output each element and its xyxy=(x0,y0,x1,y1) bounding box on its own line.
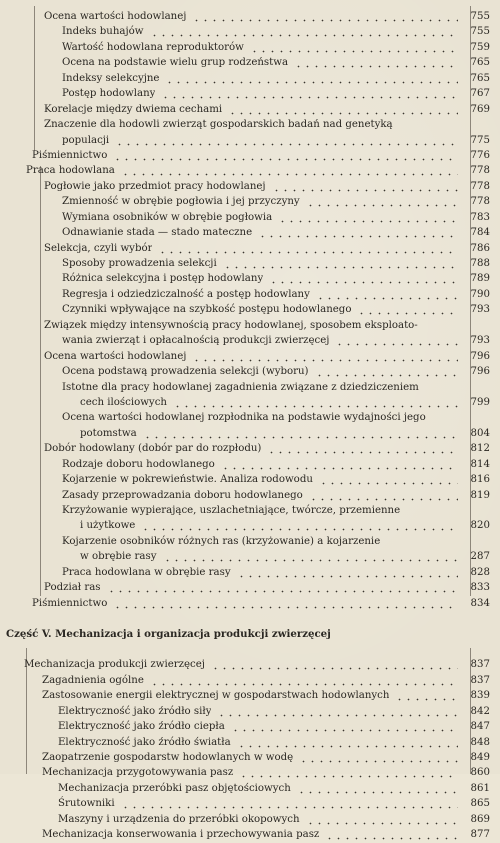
toc-entry-title: Mechanizacja przygotowywania pasz xyxy=(42,767,234,779)
toc-entry-title: Mechanizacja konserwowania i przechowywania pasz xyxy=(42,829,320,841)
page-number: 788 xyxy=(470,258,490,269)
toc-entry xyxy=(0,441,500,456)
toc-entry xyxy=(0,611,500,626)
page-number: 778 xyxy=(470,165,490,177)
toc-entry xyxy=(0,271,500,286)
page-number: 816 xyxy=(470,474,490,486)
page-number: 819 xyxy=(470,489,490,501)
toc-entry-title: Elektryczność jako źródło światła xyxy=(58,736,231,748)
toc-entry-title: Pogłowie jako przedmiot pracy hodowlanej xyxy=(44,180,266,192)
page-number: 796 xyxy=(470,366,490,378)
page-number: 789 xyxy=(470,273,490,285)
leader-dots xyxy=(315,364,458,379)
leader-dots xyxy=(113,596,458,611)
leader-dots xyxy=(228,102,458,117)
page-number: 755 xyxy=(470,26,490,38)
toc-entry xyxy=(0,55,500,70)
toc-entry xyxy=(0,24,500,39)
leader-dots xyxy=(309,488,458,503)
leader-dots xyxy=(306,194,458,209)
toc-entry xyxy=(0,40,500,55)
leader-dots xyxy=(173,395,458,410)
leader-dots xyxy=(316,287,458,302)
leader-dots xyxy=(158,241,458,256)
toc-entry-title: Praca hodowlana xyxy=(26,165,115,177)
leader-dots xyxy=(294,55,458,70)
leader-dots xyxy=(121,163,458,178)
leader-dots xyxy=(335,333,458,348)
page-number: 775 xyxy=(470,134,490,146)
page-number: 860 xyxy=(470,767,490,779)
page-number: 793 xyxy=(470,335,490,347)
toc-entry-title: Czynniki wpływające na szybkość postępu hodowlanego xyxy=(62,304,352,316)
toc-entry-title: Podział ras xyxy=(44,582,101,594)
toc-entry-title: Mechanizacja przeróbki pasz objętościowych xyxy=(58,782,291,794)
toc-entry xyxy=(0,380,500,395)
toc-entry-title: Korelacje między dwiema cechami xyxy=(44,103,223,115)
leader-dots xyxy=(299,750,458,765)
toc-entry xyxy=(0,719,500,734)
toc-entry xyxy=(0,71,500,86)
toc-entry xyxy=(0,426,500,441)
page-number: 778 xyxy=(470,180,490,192)
toc-entry-title: Kojarzenie w pokrewieństwie. Analiza rodowodu xyxy=(62,474,313,486)
leader-dots xyxy=(239,765,458,780)
toc-entry-title: Zasady przeprowadzania doboru hodowlanego xyxy=(62,489,303,501)
leader-dots xyxy=(217,704,458,719)
toc-entry xyxy=(0,302,500,317)
toc-entry xyxy=(0,133,500,148)
page-number: 784 xyxy=(470,227,490,239)
leader-dots xyxy=(113,148,458,163)
toc-entry-title: Indeksy selekcyjne xyxy=(62,72,160,84)
leader-dots xyxy=(395,688,458,703)
toc-entry-title: potomstwa xyxy=(80,427,137,439)
toc-entry-title: Dobór hodowlany (dobór par do rozpłodu) xyxy=(44,443,262,455)
toc-entry xyxy=(0,349,500,364)
leader-dots xyxy=(250,40,458,55)
page-number: 865 xyxy=(470,798,490,810)
toc-entry-title: Rodzaje doboru hodowlanego xyxy=(62,458,215,470)
page-number: 837 xyxy=(470,659,490,671)
toc-entry xyxy=(0,241,500,256)
toc-entry xyxy=(0,364,500,379)
toc-entry xyxy=(0,750,500,765)
leader-dots xyxy=(141,518,458,533)
toc-entry xyxy=(0,148,500,163)
toc-entry xyxy=(0,102,500,117)
toc-entry-title: Istotne dla pracy hodowlanej zagadnienia związane z dziedziczeniem xyxy=(62,381,419,393)
toc-entry-title: Krzyżowanie wypierające, uszlachetniające, twórcze, przemienne xyxy=(62,505,401,516)
toc-entry-title: Ocena wartości hodowlanej rozpłodnika na podstawie wydajności jego xyxy=(62,412,426,424)
leader-dots xyxy=(237,565,458,580)
leader-dots xyxy=(221,457,458,472)
page-number: 769 xyxy=(470,103,490,115)
leader-dots xyxy=(211,657,458,672)
part-heading-text: Część V. Mechanizacja i organizacja produkcji zwierzęcej xyxy=(6,627,331,640)
page-number: 842 xyxy=(470,705,490,717)
toc-entry xyxy=(0,256,500,271)
toc-entry-title: Ocena na podstawie wielu grup rodzeństwa xyxy=(62,57,289,69)
toc-entry xyxy=(0,457,500,472)
leader-dots xyxy=(192,349,458,364)
toc-entry-title: Zastosowanie energii elektrycznej w gospodarstwach hodowlanych xyxy=(42,690,390,702)
toc-entry xyxy=(0,827,500,842)
page-number: 287 xyxy=(470,551,490,563)
toc-entry xyxy=(0,796,500,811)
page-number: 820 xyxy=(470,520,490,532)
toc-entry-title: Ocena podstawą prowadzenia selekcji (wyboru) xyxy=(62,366,309,378)
toc-entry xyxy=(0,642,500,657)
toc-entry xyxy=(0,194,500,209)
toc-entry-title: Maszyny i urządzenia do przeróbki okopowych xyxy=(58,813,300,825)
leader-dots xyxy=(121,796,458,811)
leader-dots xyxy=(165,71,458,86)
toc-entry-title: Praca hodowlana w obrębie rasy xyxy=(62,566,231,578)
toc-entry-title: Postęp hodowlany xyxy=(62,88,156,100)
page-number: 755 xyxy=(470,11,490,22)
page-number: 828 xyxy=(470,566,490,578)
toc-entry xyxy=(0,781,500,796)
toc-entry xyxy=(0,163,500,178)
leader-dots xyxy=(192,9,458,24)
toc-entry-title: Zaopatrzenie gospodarstw hodowlanych w wodę xyxy=(42,752,294,763)
toc-entry xyxy=(0,549,500,564)
page-number: 790 xyxy=(470,288,490,300)
page-number: 869 xyxy=(470,813,490,825)
toc-entry-title: Ocena wartości hodowlanej xyxy=(44,350,187,362)
toc-entry xyxy=(0,9,500,24)
page-number: 793 xyxy=(470,304,490,316)
toc-entry-title: Wymiana osobników w obrębie pogłowia xyxy=(62,211,273,223)
toc-entry-title: Wartość hodowlana reproduktorów xyxy=(62,41,244,53)
toc-entry xyxy=(0,765,500,780)
toc-entry xyxy=(0,179,500,194)
toc-entry xyxy=(0,580,500,595)
leader-dots xyxy=(150,673,458,688)
leader-dots xyxy=(231,719,458,734)
leader-dots xyxy=(161,86,458,101)
toc-entry-title: Śrutowniki xyxy=(58,798,115,810)
toc-entry xyxy=(0,225,500,240)
toc-entry-title: Mechanizacja produkcji zwierzęcej xyxy=(24,659,205,671)
leader-dots xyxy=(107,580,458,595)
toc-entry xyxy=(0,812,500,827)
leader-dots xyxy=(223,256,458,271)
page-number: 796 xyxy=(470,350,490,362)
toc-entry-title: Elektryczność jako źródło siły xyxy=(58,705,212,717)
toc-entry-title: Elektryczność jako źródło ciepła xyxy=(58,721,225,733)
toc-entry xyxy=(0,318,500,333)
leader-dots xyxy=(258,225,458,240)
page-number: 833 xyxy=(470,582,490,594)
leader-dots xyxy=(325,827,458,842)
page-number: 847 xyxy=(470,721,490,733)
toc-entry xyxy=(0,488,500,503)
toc-entry xyxy=(0,333,500,348)
toc-entry-title: Różnica selekcyjna i postęp hodowlany xyxy=(62,273,264,285)
page-number: 765 xyxy=(470,57,490,69)
page-number: 778 xyxy=(470,196,490,208)
toc-entry-title: Zagadnienia ogólne xyxy=(42,674,144,686)
toc-entry-title: Selekcja, czyli wybór xyxy=(44,242,153,254)
leader-dots xyxy=(319,472,458,487)
toc-entry-title: Sposoby prowadzenia selekcji xyxy=(62,258,217,269)
leader-dots xyxy=(163,549,459,564)
toc-entry-title: wania zwierząt i opłacalnością produkcji zwierzęcej xyxy=(62,335,330,347)
page-number: 814 xyxy=(470,458,490,470)
toc-entry-title: Odnawianie stada — stado mateczne xyxy=(62,227,253,239)
toc-entry-title: populacji xyxy=(62,134,110,146)
toc-entry xyxy=(0,657,500,672)
toc-entry xyxy=(0,565,500,580)
toc-entry xyxy=(0,210,500,225)
leader-dots xyxy=(357,302,458,317)
leader-dots xyxy=(278,210,458,225)
toc-entry xyxy=(0,472,500,487)
toc-entry xyxy=(0,503,500,518)
leader-dots xyxy=(237,735,458,750)
toc-entry xyxy=(0,410,500,425)
page-number: 776 xyxy=(470,149,490,161)
toc-entry-title: Indeks buhajów xyxy=(62,26,144,38)
toc-entry-title: Znaczenie dla hodowli zwierząt gospodarskich badań nad genetyką xyxy=(44,119,393,131)
leader-dots xyxy=(267,441,458,456)
toc-entry xyxy=(0,287,500,302)
leader-dots xyxy=(272,179,458,194)
page-number: 799 xyxy=(470,396,490,408)
page-number: 861 xyxy=(470,782,490,794)
toc-entry xyxy=(0,534,500,549)
page-number: 804 xyxy=(470,427,490,439)
page-number: 786 xyxy=(470,242,490,254)
page-number: 767 xyxy=(470,88,490,100)
part-heading-row xyxy=(0,627,500,642)
toc-entry xyxy=(0,518,500,533)
page-number: 839 xyxy=(470,690,490,702)
toc-entry-title: cech ilościowych xyxy=(80,396,167,408)
leader-dots xyxy=(150,24,458,39)
leader-dots xyxy=(297,781,458,796)
leader-dots xyxy=(306,812,458,827)
page-number: 834 xyxy=(470,597,490,609)
toc-entry xyxy=(0,673,500,688)
toc-entry xyxy=(0,688,500,703)
leader-dots xyxy=(115,133,458,148)
table-of-contents xyxy=(0,9,500,843)
page-number: 759 xyxy=(470,41,490,53)
toc-entry-title: Związek między intensywnością pracy hodowlanej, sposobem eksploato- xyxy=(44,319,418,331)
toc-entry xyxy=(0,117,500,132)
toc-entry-title: w obrębie rasy xyxy=(80,551,157,563)
leader-dots xyxy=(143,426,458,441)
toc-entry-title: Regresja i odziedziczalność a postęp hodowlany xyxy=(62,288,310,300)
toc-entry-title: Piśmiennictwo xyxy=(32,149,108,161)
page-number: 837 xyxy=(470,674,490,686)
page-number: 812 xyxy=(470,443,490,455)
page-number: 783 xyxy=(470,211,490,223)
toc-entry xyxy=(0,596,500,611)
toc-entry-title: Zmienność w obrębie pogłowia i jej przyczyny xyxy=(62,196,300,208)
toc-entry xyxy=(0,395,500,410)
toc-entry-title: Kojarzenie osobników różnych ras (krzyżowanie) a kojarzenie xyxy=(62,535,381,547)
page-number: 765 xyxy=(470,72,490,84)
toc-entry-title: Piśmiennictwo xyxy=(32,597,108,609)
toc-entry xyxy=(0,86,500,101)
leader-dots xyxy=(269,271,458,286)
toc-entry-title: i użytkowe xyxy=(80,520,136,532)
page-number: 877 xyxy=(470,829,490,841)
page-number: 849 xyxy=(470,752,490,763)
toc-entry-title: Ocena wartości hodowlanej xyxy=(44,11,187,22)
toc-entry xyxy=(0,735,500,750)
page-number: 848 xyxy=(470,736,490,748)
toc-entry xyxy=(0,704,500,719)
